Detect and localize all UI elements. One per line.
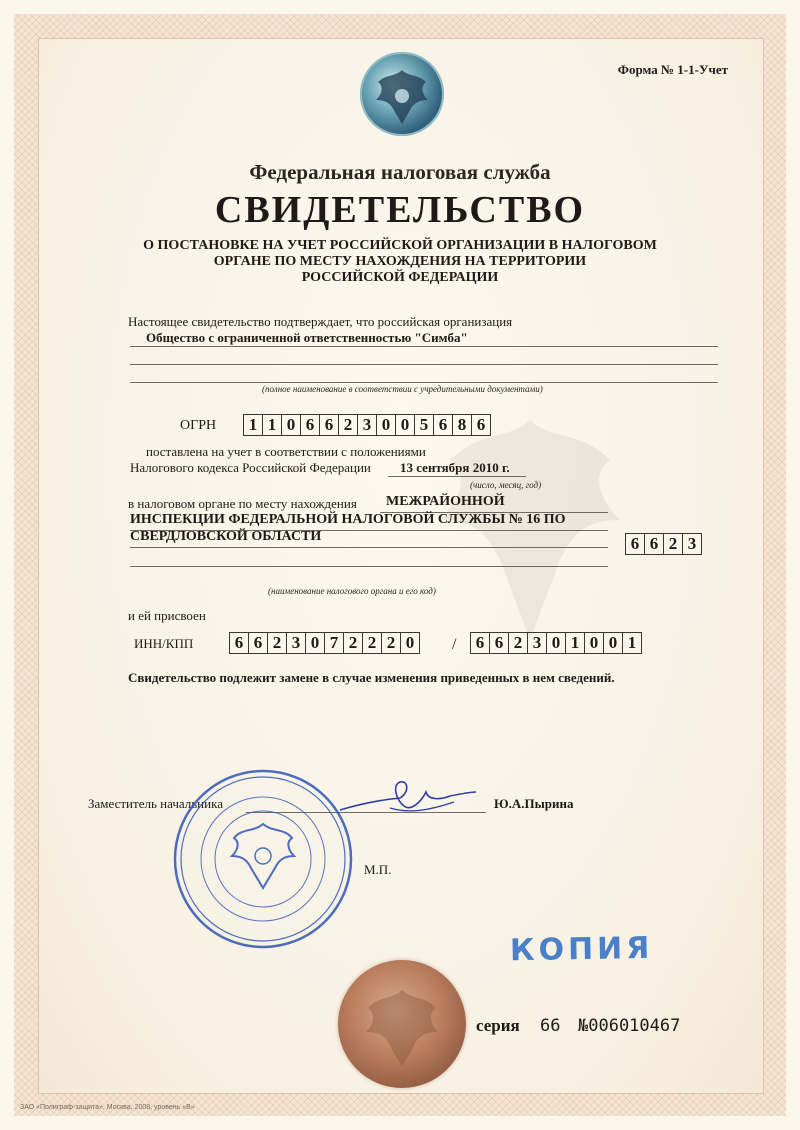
- authority-name-line3: СВЕРДЛОВСКОЙ ОБЛАСТИ: [130, 529, 322, 544]
- registration-date: 13 сентября 2010 г.: [400, 460, 510, 475]
- digit-box: 6: [625, 533, 645, 555]
- blank-number: №006010467: [578, 1016, 681, 1036]
- signer-title: Заместитель начальника: [88, 796, 223, 811]
- digit-box: 6: [489, 632, 509, 654]
- series-label: серия: [476, 1016, 520, 1035]
- digit-box: 6: [470, 632, 490, 654]
- date-caption: (число, месяц, год): [470, 480, 542, 490]
- subtitle-line: ОРГАНЕ ПО МЕСТУ НАХОЖДЕНИЯ НА ТЕРРИТОРИИ: [213, 254, 587, 269]
- digit-box: 1: [262, 414, 282, 436]
- round-seal-stamp: [168, 764, 358, 954]
- digit-box: 6: [300, 414, 320, 436]
- digit-box: 7: [324, 632, 344, 654]
- authority-code-boxes: [625, 533, 701, 555]
- subtitle-line: РОССИЙСКОЙ ФЕДЕРАЦИИ: [301, 270, 499, 285]
- organization-name: Общество с ограниченной ответственностью "Симба": [146, 330, 468, 345]
- digit-box: 2: [267, 632, 287, 654]
- registered-text-line2: Налогового кодекса Российской Федерации: [130, 460, 371, 475]
- org-name-underline: [130, 364, 718, 365]
- digit-box: 0: [584, 632, 604, 654]
- org-name-underline: [130, 382, 718, 383]
- double-headed-eagle-icon: [338, 960, 466, 1088]
- authority-underline: [130, 566, 608, 567]
- digit-box: 1: [243, 414, 263, 436]
- authority-caption: (наименование налогового органа и его код): [268, 586, 436, 596]
- digit-box: 0: [281, 414, 301, 436]
- kpp-digit-boxes: [470, 632, 641, 654]
- digit-box: 3: [357, 414, 377, 436]
- authority-underline: [130, 547, 608, 548]
- digit-box: 2: [362, 632, 382, 654]
- digit-box: 1: [565, 632, 585, 654]
- assigned-text: и ей присвоен: [128, 608, 206, 623]
- double-headed-eagle-icon: [360, 52, 444, 136]
- seal-place-label: М.П.: [364, 862, 392, 877]
- authority-name-line2: ИНСПЕКЦИИ ФЕДЕРАЛЬНОЙ НАЛОГОВОЙ СЛУЖБЫ № 16 ПО: [130, 512, 566, 527]
- copy-stamp: КОПИЯ: [509, 930, 654, 969]
- date-underline: [388, 476, 526, 477]
- authority-name-line1: МЕЖРАЙОННОЙ: [386, 494, 505, 509]
- org-name-caption: (полное наименование в соответствии с учредительными документами): [262, 384, 543, 394]
- digit-box: 6: [433, 414, 453, 436]
- inn-kpp-separator: /: [452, 636, 457, 653]
- digit-box: 3: [286, 632, 306, 654]
- registered-text-line1: поставлена на учет в соответствии с положениями: [146, 444, 426, 459]
- digit-box: 6: [248, 632, 268, 654]
- subtitle-line: О ПОСТАНОВКЕ НА УЧЕТ РОССИЙСКОЙ ОРГАНИЗАЦИИ В НАЛОГОВОМ: [143, 238, 657, 253]
- document-subtitle: [0, 238, 800, 286]
- ogrn-digit-boxes: [243, 414, 490, 436]
- org-name-underline: [130, 346, 718, 347]
- digit-box: 6: [319, 414, 339, 436]
- digit-box: 0: [395, 414, 415, 436]
- digit-box: 8: [452, 414, 472, 436]
- digit-box: 3: [682, 533, 702, 555]
- digit-box: 3: [527, 632, 547, 654]
- document-title: СВИДЕТЕЛЬСТВО: [214, 189, 586, 231]
- digit-box: 2: [338, 414, 358, 436]
- digit-box: 5: [414, 414, 434, 436]
- digit-box: 0: [400, 632, 420, 654]
- digit-box: 0: [546, 632, 566, 654]
- digit-box: 2: [381, 632, 401, 654]
- digit-box: 6: [644, 533, 664, 555]
- inn-digit-boxes: [229, 632, 419, 654]
- series-value: 66: [540, 1016, 561, 1036]
- digit-box: 2: [663, 533, 683, 555]
- printer-footer: ЗАО «Полиграф-защита», Москва, 2008, уровень «В»: [20, 1104, 195, 1111]
- ogrn-label: ОГРН: [180, 418, 217, 433]
- replacement-notice: Свидетельство подлежит замене в случае изменения приведенных в нем сведений.: [128, 670, 615, 685]
- digit-box: 2: [508, 632, 528, 654]
- form-number: Форма № 1-1-Учет: [617, 62, 728, 77]
- digit-box: 0: [305, 632, 325, 654]
- confirm-text: Настоящее свидетельство подтверждает, что российская организация: [128, 314, 513, 329]
- signer-name: Ю.А.Пырина: [494, 796, 574, 811]
- digit-box: 1: [622, 632, 642, 654]
- digit-box: 0: [376, 414, 396, 436]
- authority-prefix: в налоговом органе по месту нахождения: [128, 496, 357, 511]
- hologram-emblem: [360, 52, 444, 136]
- agency-name: Федеральная налоговая служба: [249, 160, 551, 184]
- digit-box: 2: [343, 632, 363, 654]
- digit-box: 0: [603, 632, 623, 654]
- digit-box: 6: [471, 414, 491, 436]
- embossed-seal: [338, 960, 466, 1088]
- inn-kpp-label: ИНН/КПП: [134, 636, 194, 651]
- digit-box: 6: [229, 632, 249, 654]
